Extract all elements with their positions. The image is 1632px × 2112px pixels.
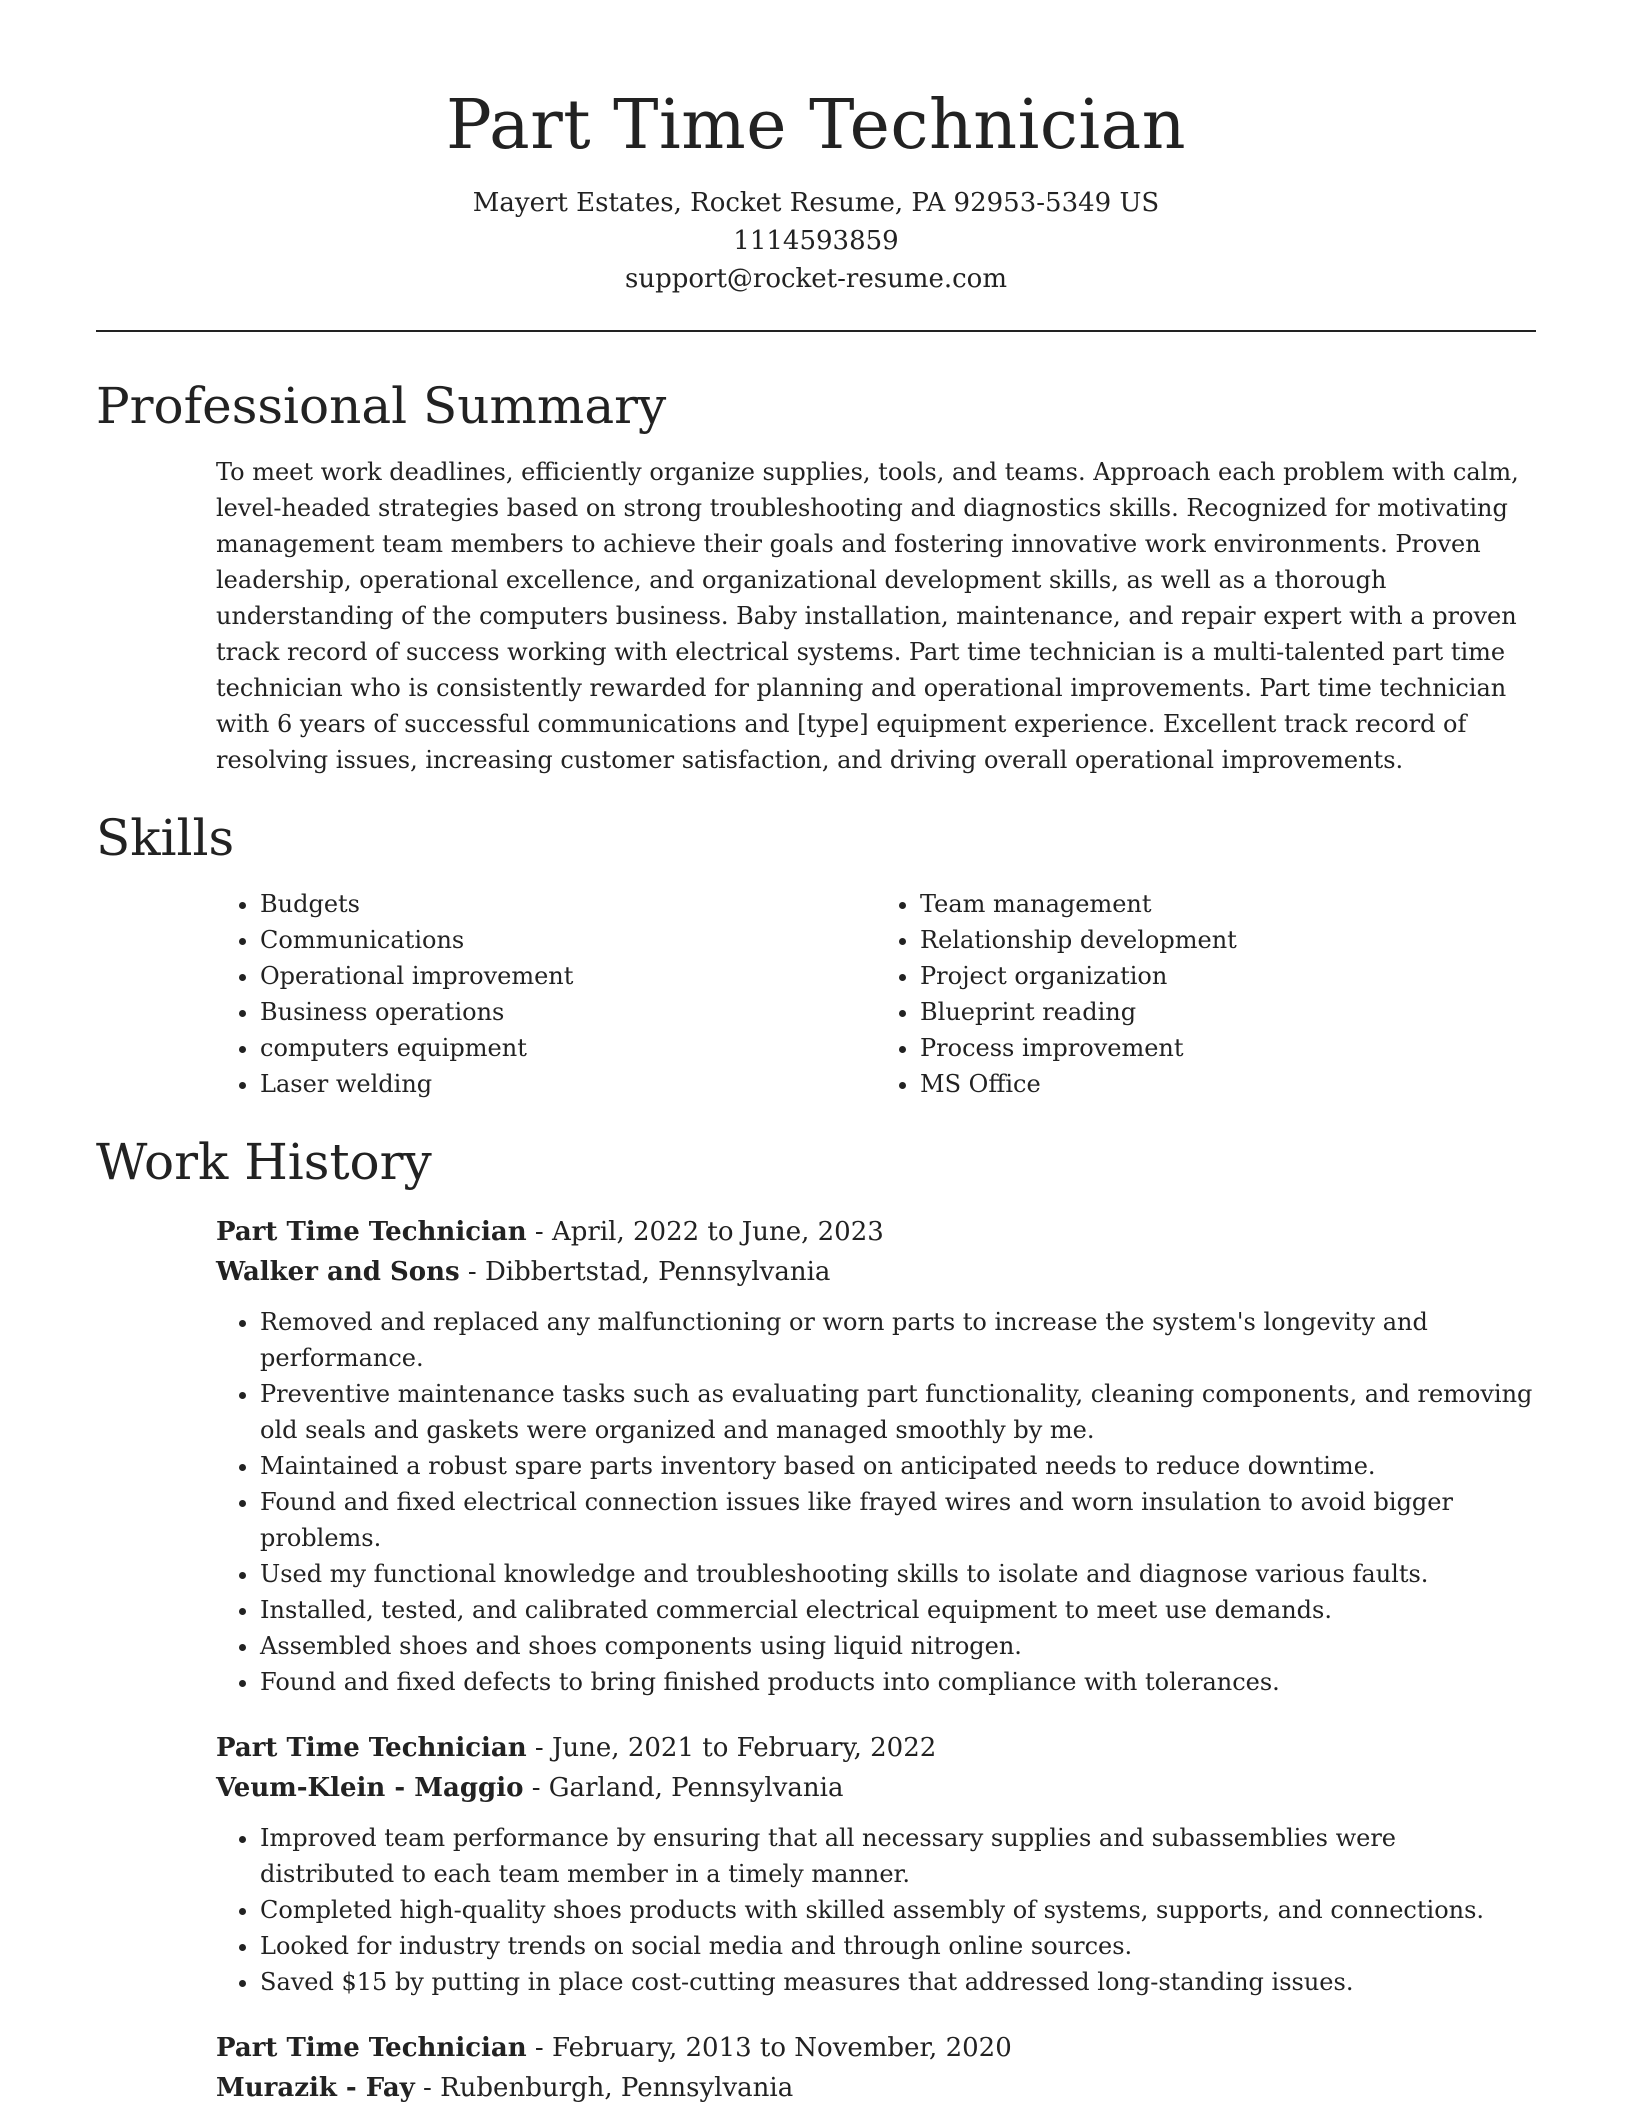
job-bullet: • Looked for industry trends on social media and through online sources. [260,1928,1536,1964]
skill-item: • Laser welding [260,1066,876,1102]
job-company-line [216,1252,1536,1292]
job-bullet: • Preventive maintenance tasks such as evaluating part functionality, cleaning components, and removing old seals and gaskets were organized and managed smoothly by me. [260,1376,1536,1448]
job-bullets [216,1304,1536,1700]
skill-item: • Project organization [920,958,1536,994]
job-entry [96,2028,1536,2108]
job-bullet: • Maintained a robust spare parts inventory based on anticipated needs to reduce downtime. [260,1448,1536,1484]
job-bullet: • Installed, tested, and calibrated commercial electrical equipment to meet use demands. [260,1592,1536,1628]
skills-grid [96,886,1536,1102]
job-company: Veum-Klein - Maggio [216,1773,524,1803]
summary-title: Professional Summary [96,377,667,435]
job-company: Walker and Sons [216,1257,460,1287]
header-divider [96,330,1536,332]
skill-item: • Business operations [260,994,876,1030]
resume-header [96,0,1536,298]
job-entry [96,1212,1536,1700]
job-dates: - June, 2021 to February, 2022 [526,1733,937,1763]
job-title-line [216,2028,1536,2068]
job-title-line [216,1212,1536,1252]
job-bullet: • Completed high-quality shoes products with skilled assembly of systems, supports, and connections. [260,1892,1536,1928]
job-title: Part Time Technician [216,1217,527,1247]
job-location: - Dibbertstad, Pennsylvania [459,1257,831,1287]
skill-item: • MS Office [920,1066,1536,1102]
job-bullet: • Found and fixed defects to bring finished products into compliance with tolerances. [260,1664,1536,1700]
job-title-line [216,1728,1536,1768]
job-location: - Rubenburgh, Pennsylvania [414,2073,794,2103]
job-dates: - February, 2013 to November, 2020 [526,2033,1012,2063]
job-company-line [216,1768,1536,1808]
summary-text: To meet work deadlines, efficiently organize supplies, tools, and teams. Approach each problem with calm, level-headed strategies based on strong troubleshooting and diagnostics skills. Recognized for motivating management team members to achieve their goals and fostering innovative work environments. Proven leadership, operational excellence, and organizational development skills, as well as a thorough understanding of the computers business. Baby installation, maintenance, and repair expert with a proven track record of success working with electrical systems. Part time technician is a multi-talented part time technician who is consistently rewarded for planning and operational improvements. Part time technician with 6 years of successful communications and [type] equipment experience. Excellent track record of resolving issues, increasing customer satisfaction, and driving overall operational improvements. [216,458,1519,774]
job-title: Part Time Technician [216,2033,527,2063]
skills-section [96,804,1536,1102]
job-dates: - April, 2022 to June, 2023 [526,1217,884,1247]
phone: 1114593859 [733,226,899,256]
contact-info [96,184,1536,298]
job-title: Part Time Technician [216,1733,527,1763]
job-bullet: • Removed and replaced any malfunctioning or worn parts to increase the system's longevity and performance. [260,1304,1536,1376]
work-history-title: Work History [96,1133,432,1191]
job-bullet: • Used my functional knowledge and troubleshooting skills to isolate and diagnose various faults. [260,1556,1536,1592]
skill-item: • Operational improvement [260,958,876,994]
job-company-line [216,2068,1536,2108]
candidate-name: Part Time Technician [445,86,1187,165]
email: support@rocket-resume.com [624,264,1007,294]
skill-item: • Budgets [260,886,876,922]
job-company: Murazik - Fay [216,2073,415,2103]
address: Mayert Estates, Rocket Resume, PA 92953-5349 US [472,188,1160,218]
job-bullet: • Assembled shoes and shoes components using liquid nitrogen. [260,1628,1536,1664]
skills-left-list [216,886,876,1102]
skill-item: • Relationship development [920,922,1536,958]
skill-item: • Communications [260,922,876,958]
job-location: - Garland, Pennsylvania [523,1773,844,1803]
job-bullet: • Saved $15 by putting in place cost-cutting measures that addressed long-standing issues. [260,1964,1536,2000]
job-bullet: • Found and fixed electrical connection issues like frayed wires and worn insulation to avoid bigger problems. [260,1484,1536,1556]
job-bullet: • Improved team performance by ensuring that all necessary supplies and subassemblies were distributed to each team member in a timely manner. [260,1820,1536,1892]
job-entry [96,1728,1536,2000]
skill-item: • Process improvement [920,1030,1536,1066]
skills-right-list [876,886,1536,1102]
job-bullets [216,1820,1536,2000]
skill-item: • computers equipment [260,1030,876,1066]
skill-item: • Team management [920,886,1536,922]
skill-item: • Blueprint reading [920,994,1536,1030]
summary-section [96,372,1536,778]
skills-title: Skills [96,809,235,867]
work-history-section [96,1128,1536,2108]
